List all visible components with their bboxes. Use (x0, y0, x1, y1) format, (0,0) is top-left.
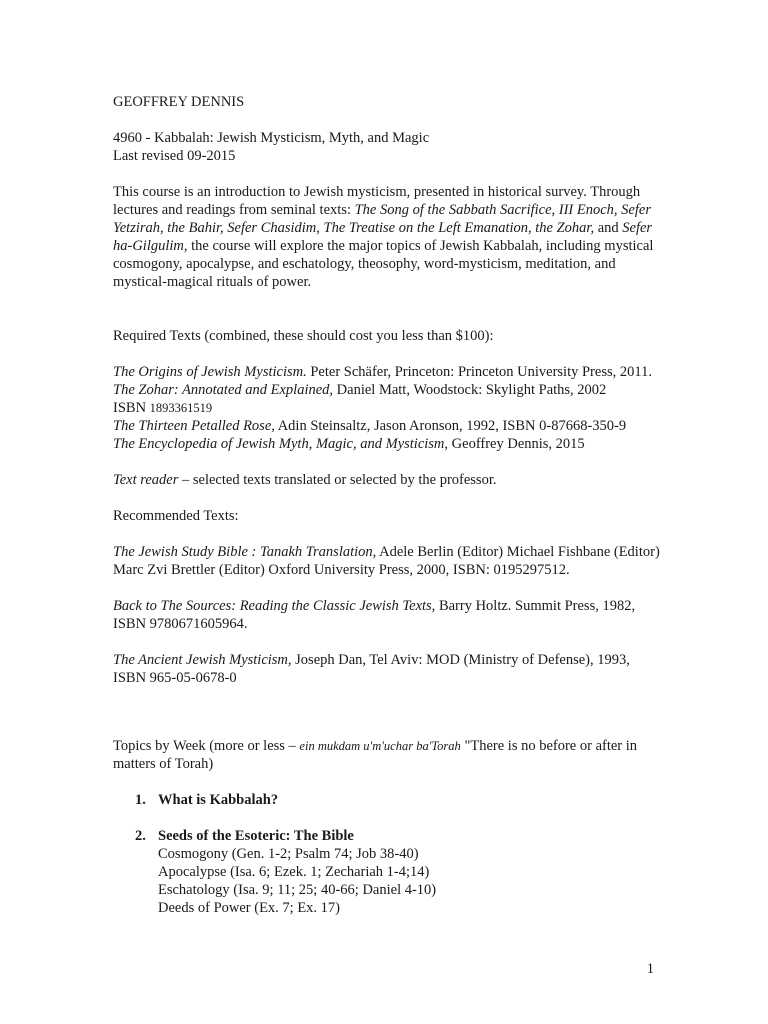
book-title: The Zohar: Annotated and Explained, (113, 382, 334, 398)
text-reader-note (113, 471, 661, 489)
text-reader-label: Text reader (113, 472, 179, 488)
book-details: Peter Schäfer, Princeton: Princeton University Press, 2011. (306, 364, 652, 380)
text-reader-desc: – selected texts translated or selected by the professor. (178, 472, 497, 488)
book-title: The Origins of Jewish Mysticism. (113, 364, 307, 380)
hebrew-phrase: ein mukdam u'm'uchar ba'Torah (299, 739, 461, 753)
book-details: Geoffrey Dennis, 2015 (448, 436, 585, 452)
author-name: GEOFFREY DENNIS (113, 94, 245, 110)
intro-text-2: and (594, 220, 623, 236)
required-book-1 (113, 363, 661, 381)
book-title: Back to The Sources: Reading the Classic Jewish Texts, (113, 598, 436, 614)
required-book-2 (113, 381, 661, 399)
revision-date: Last revised 09-2015 (113, 148, 236, 164)
isbn-label: ISBN (113, 400, 150, 416)
topic-subitem: Apocalypse (Isa. 6; Ezek. 1; Zechariah 1-4;14) (158, 864, 430, 880)
required-book-2-isbn (113, 399, 661, 417)
topics-heading (113, 737, 661, 773)
recommended-book-2 (113, 597, 661, 633)
book-title: The Jewish Study Bible : Tanakh Translation, (113, 544, 377, 560)
book-details: Adin Steinsaltz, Jason Aronson, 1992, ISBN 0-87668-350-9 (274, 418, 627, 434)
topic-title: What is Kabbalah? (158, 792, 279, 808)
book-title: The Ancient Jewish Mysticism, (113, 652, 292, 668)
book-details: Daniel Matt, Woodstock: Skylight Paths, 2002 (333, 382, 607, 398)
intro-texts-list: The Song of the Sabbath Sacrifice, III Enoch, Sefer Yetzirah, the Bahir, Sefer Chasidim, The Treatise on the Left Emanation, the Zohar, (113, 202, 651, 236)
topics-trail: "There is no before or after in matters of Torah) (113, 738, 638, 772)
intro-text-3: , the course will explore the major topics of Jewish Kabbalah, including mystical cosmogony, apocalypse, and eschatology, theosophy, word-mysticism, meditation, and mystical-magical rituals of power. (113, 238, 654, 290)
course-description (113, 183, 661, 291)
topic-number: 1. (135, 792, 146, 808)
topic-subitem: Cosmogony (Gen. 1-2; Psalm 74; Job 38-40) (158, 846, 419, 862)
topic-subitem: Eschatology (Isa. 9; 11; 25; 40-66; Daniel 4-10) (158, 882, 437, 898)
recommended-book-1 (113, 543, 661, 579)
course-title: 4960 - Kabbalah: Jewish Mysticism, Myth, and Magic (113, 130, 430, 146)
recommended-book-3 (113, 651, 661, 687)
topic-item-2 (113, 827, 661, 917)
topic-subitem: Deeds of Power (Ex. 7; Ex. 17) (158, 900, 341, 916)
intro-gilgulim: Sefer ha-Gilgulim (113, 220, 653, 254)
topics-lead: Topics by Week (more or less – (113, 738, 300, 754)
weekly-topics-list (113, 791, 661, 917)
intro-text-1: This course is an introduction to Jewish mysticism, presented in historical survey. Through lectures and readings from seminal texts: (113, 184, 641, 218)
required-book-4 (113, 435, 661, 453)
recommended-texts-heading: Recommended Texts: (113, 508, 239, 524)
book-title: The Thirteen Petalled Rose, (113, 418, 275, 434)
page-number: 1 (646, 961, 654, 977)
isbn-value: 1893361519 (149, 401, 213, 415)
book-details: Barry Holtz. Summit Press, 1982, ISBN 9780671605964. (113, 598, 636, 632)
topic-item-1 (113, 791, 661, 809)
topic-number: 2. (135, 828, 146, 844)
topic-title: Seeds of the Esoteric: The Bible (158, 828, 354, 844)
required-book-3 (113, 417, 661, 435)
book-title: The Encyclopedia of Jewish Myth, Magic, and Mysticism, (113, 436, 449, 452)
page-content (113, 93, 661, 917)
book-details: Joseph Dan, Tel Aviv: MOD (Ministry of Defense), 1993, ISBN 965-05-0678-0 (113, 652, 630, 686)
book-details: Adele Berlin (Editor) Michael Fishbane (Editor) Marc Zvi Brettler (Editor) Oxford University Press, 2000, ISBN: 0195297512. (113, 544, 660, 578)
required-texts-heading: Required Texts (combined, these should cost you less than $100): (113, 328, 494, 344)
